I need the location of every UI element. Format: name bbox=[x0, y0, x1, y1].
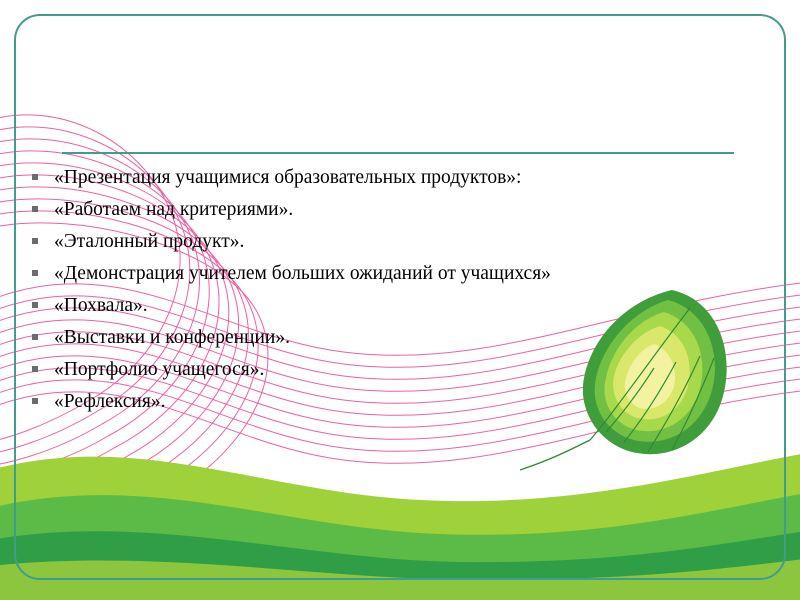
list-item-label: «Эталонный продукт». bbox=[54, 230, 245, 252]
list-item bbox=[20, 358, 760, 383]
bullet-marker-icon bbox=[32, 398, 38, 404]
list-item bbox=[20, 262, 760, 287]
list-item-label: «Портфолио учащегося». bbox=[54, 358, 265, 380]
bullet-marker-icon bbox=[32, 302, 38, 308]
bullet-list bbox=[20, 166, 760, 415]
bullet-marker-icon bbox=[32, 270, 38, 276]
list-item bbox=[20, 294, 760, 319]
bullet-marker-icon bbox=[32, 238, 38, 244]
green-hill-icon bbox=[0, 452, 800, 600]
bullet-marker-icon bbox=[32, 366, 38, 372]
title-divider bbox=[62, 152, 734, 154]
list-item bbox=[20, 198, 760, 223]
bullet-marker-icon bbox=[32, 334, 38, 340]
slide-content bbox=[20, 166, 760, 422]
list-item-label: «Работаем над критериями». bbox=[54, 198, 294, 220]
list-item-label: «Выставки и конференции». bbox=[54, 326, 290, 348]
list-item bbox=[20, 230, 760, 255]
list-item bbox=[20, 390, 760, 415]
bullet-marker-icon bbox=[32, 206, 38, 212]
bullet-marker-icon bbox=[32, 174, 38, 180]
list-item-label: «Демонстрация учителем больших ожиданий от учащихся» bbox=[54, 262, 551, 284]
list-item bbox=[20, 166, 760, 191]
list-item-label: «Рефлексия». bbox=[54, 390, 166, 412]
list-item-label: «Презентация учащимися образовательных продуктов»: bbox=[54, 167, 522, 188]
list-item-label: «Похвала». bbox=[54, 294, 148, 316]
list-item bbox=[20, 326, 760, 351]
